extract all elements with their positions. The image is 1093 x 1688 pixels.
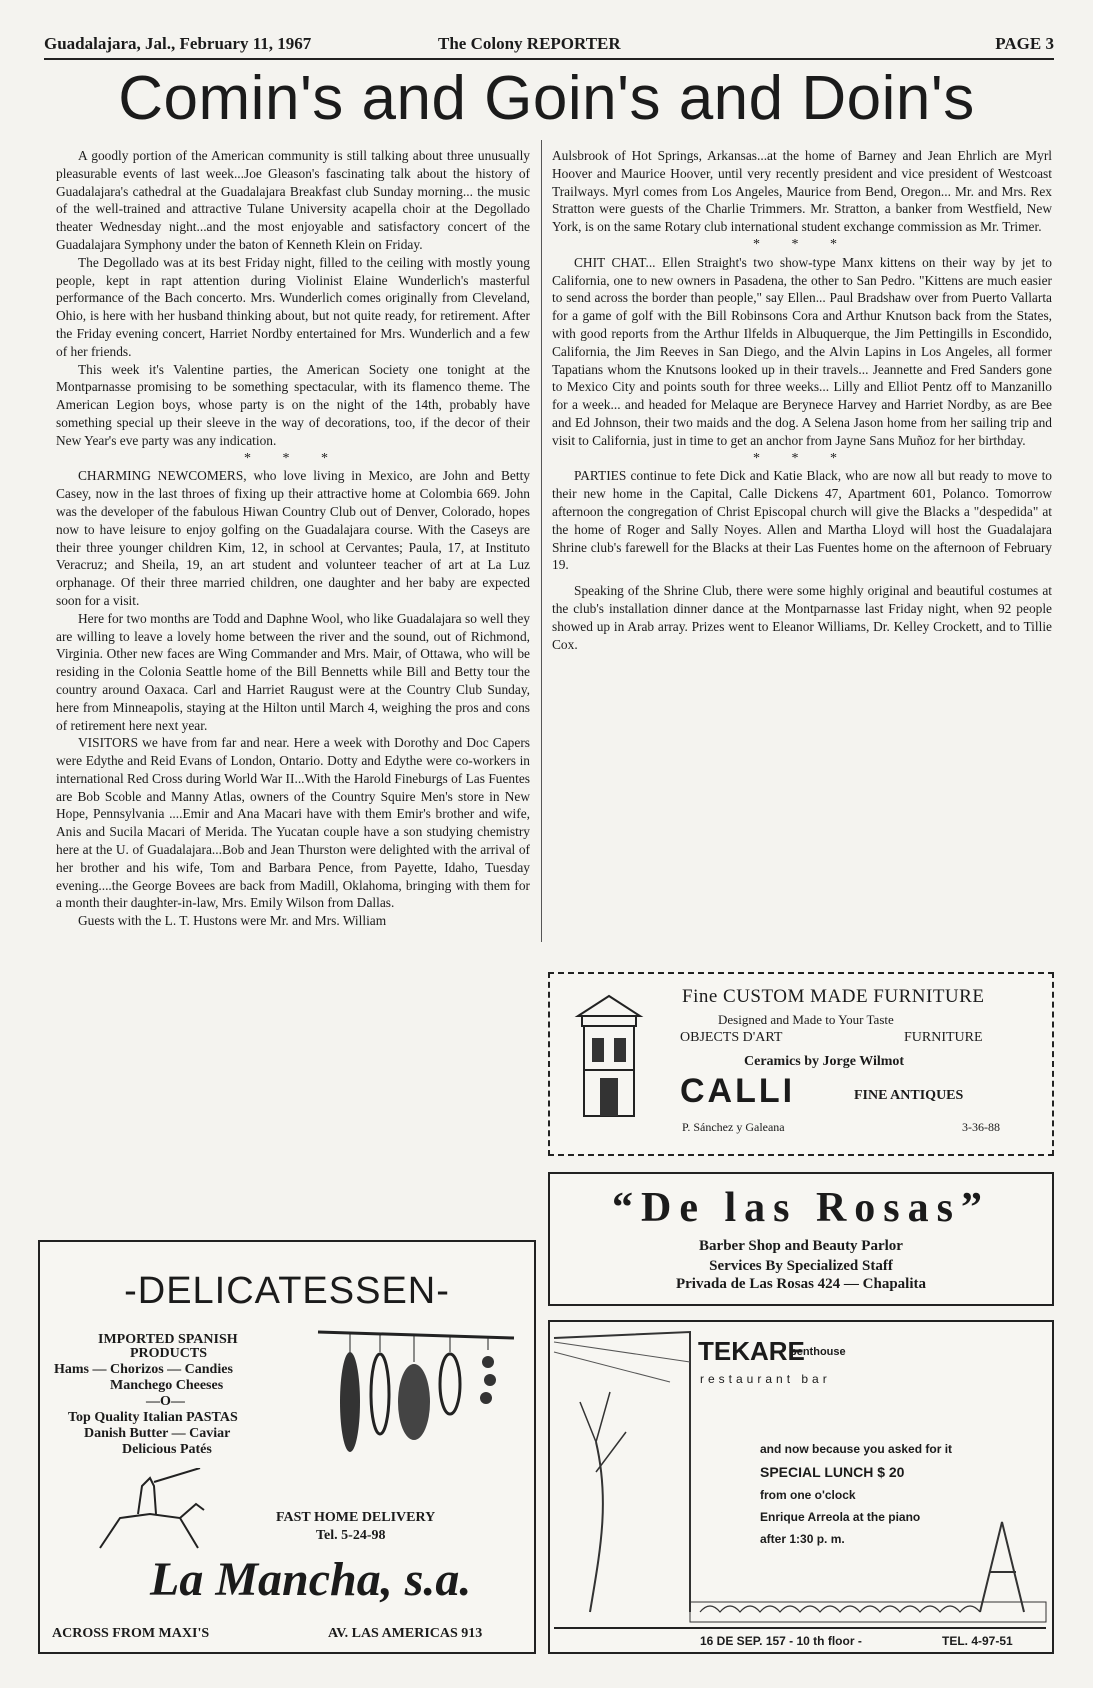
calli-fine-antiques: FINE ANTIQUES bbox=[854, 1088, 964, 1103]
paragraph: VISITORS we have from far and near. Here a week with Dorothy and Doc Capers were Edythe and Reid Evans of London, Ontario. Dotty and Edythe were co-workers in international Red Cross during World War II...With the Harold Fineburgs of Las Fuentes are Bob Scoble and Manny Atlas, owners of the Country Squire Men's store in New Hope, Pennsylvania ....Emir and Ana Macari have with them Emir's brother and wife, Anis and Sucila Macari of Merida. The Yucatan couple have a son studying chemistry here at the U. of Guadalajara...Bob and Jean Thurston were delighted with the arrival of her brother and his wife, Tom and Barbara Pence, from Payette, Idaho, Tuesday evening....the George Bovees are back from Madill, Oklahoma, bringing with them for a month their daughter-in-law, Mrs. Emily Wilson from Dallas. bbox=[56, 735, 530, 911]
deli-line1: IMPORTED SPANISH bbox=[98, 1332, 238, 1347]
deli-line3: Hams — Chorizos — Candies bbox=[54, 1362, 233, 1377]
rosas-line2: Services By Specialized Staff bbox=[709, 1258, 893, 1274]
headline: Comin's and Goin's and Doin's bbox=[118, 64, 975, 133]
dateline: Guadalajara, Jal., February 11, 1967 bbox=[44, 34, 312, 53]
paragraph: Guests with the L. T. Hustons were Mr. and Mrs. William bbox=[78, 913, 387, 929]
calli-ceramics: Ceramics by Jorge Wilmot bbox=[744, 1054, 905, 1069]
calli-phone: 3-36-88 bbox=[962, 1120, 1000, 1134]
hanging-sausages-illustration bbox=[310, 1322, 520, 1472]
paragraph: Speaking of the Shrine Club, there were some highly original and beautiful costumes at the club's installation dinner dance at the Montparnasse last Friday night, when 92 people showed up in Arab array. Prizes went to Eleanor Williams, Dr. Kelley Crockett, and to Tillie Cox. bbox=[552, 583, 1052, 652]
paragraph: A goodly portion of the American community is still talking about three unusually pleasurable events of last week...Joe Gleason's fascinating talk about the history of Guadalajara's cathedral at the Guadalajara Breakfast club Sunday morning... the music of the well-trained and attractive Tulane University acapella choir at the Degollado theater Wednesday night...and the most enjoyable and satisfactory concert of the Guadalajara Symphony under the baton of Kenneth Klein on Friday. bbox=[56, 148, 530, 252]
building-illustration bbox=[572, 994, 646, 1120]
paragraph: Aulsbrook of Hot Springs, Arkansas...at the home of Barney and Jean Ehrlich are Myrl Hoover and Maurice Hoover, until very recently president and vice president of Westcoast Trailways. Myrl comes from Los Angeles, Maurice from Bend, Oregon... Mr. and Mrs. Rex Stratton were guests of the Charlie Trimmers. Mr. Stratton, a banker from Westfield, New York, is on the same Rotary club international student exchange commission as Mr. Trimer. bbox=[552, 148, 1052, 235]
deli-right-footer: AV. LAS AMERICAS 913 bbox=[328, 1626, 483, 1641]
deli-delivery: FAST HOME DELIVERY bbox=[276, 1510, 436, 1525]
tekare-footer: 16 DE SEP. 157 - 10 th floor - bbox=[700, 1634, 862, 1648]
calli-address: P. Sánchez y Galeana bbox=[682, 1120, 785, 1134]
don-quixote-illustration bbox=[80, 1468, 220, 1558]
paragraph: PARTIES continue to fete Dick and Katie Black, who are now all but ready to move to their new home in the Capital, Calle Dickens 47, Apartment 601, Polanco. Tomorrow afternoon the congregation of Christ Episcopal church will give the Blacks a "despedida" at the home of Roger and Sally Noyes. Allen and Martha Lloyd will host the Guadalajara Shrine club's farewell for the Blacks at their Las Fuentes home on the afternoon of February 19. bbox=[552, 468, 1052, 573]
deli-line7: Danish Butter — Caviar bbox=[84, 1426, 231, 1441]
paragraph: This week it's Valentine parties, the American Society one tonight at the Montparnasse promising to be something spectacular, with its flamenco theme. The American Legion boys, whose party is on the night of the 14th, probably have something special up their sleeve in the way of decorations, too, if the decor of their New Year's eve party was any indication. bbox=[56, 361, 530, 448]
paper-name: The Colony REPORTER bbox=[438, 34, 621, 53]
tekare-penthouse: penthouse bbox=[790, 1346, 846, 1358]
tekare-line5: after 1:30 p. m. bbox=[760, 1532, 845, 1546]
de-las-rosas-ad bbox=[548, 1172, 1054, 1306]
deli-left-footer: ACROSS FROM MAXI'S bbox=[52, 1626, 210, 1641]
tekare-sub: restaurant bar bbox=[700, 1372, 831, 1386]
section-separator: * * * bbox=[753, 450, 851, 466]
paragraph: The Degollado was at its best Friday night, filled to the ceiling with mostly young people, kept in rapt attention during Violinist Elaine Wunderlich's masterful performance of the Bach concerto. Mrs. Wunderlich comes originally from Cleveland, Ohio, is here with her husband thinking about, but not quite ready, for retirement. After the Friday evening concert, Harriet Nordby entertained for Mrs. Wunderlich and a few of her friends. bbox=[56, 254, 530, 359]
left-column bbox=[56, 147, 530, 930]
tekare-line2: SPECIAL LUNCH $ 20 bbox=[760, 1464, 905, 1480]
tekare-tel: TEL. 4-97-51 bbox=[942, 1634, 1013, 1648]
paragraph: Here for two months are Todd and Daphne Wool, who like Guadalajara so well they are willing to leave a lovely home between the river and the sound, out of Richmond, Virginia. Other new faces are Wing Commander and Mrs. Mair, of Ottawa, who will be residing in the Colonia Seattle home of the Bill Bennetts while Bill and Betty tour the country around Oaxaca. Carl and Harriet Raugust were at the Country Club Sunday, here from Minneapolis, staying at the Hilton until March 4, weighing the pros and cons of retirement here next year. bbox=[56, 610, 530, 733]
rosas-line1: Barber Shop and Beauty Parlor bbox=[699, 1238, 903, 1254]
calli-furniture: FURNITURE bbox=[904, 1030, 983, 1045]
calli-line1: Fine CUSTOM MADE FURNITURE bbox=[682, 986, 985, 1007]
deli-line8: Delicious Patés bbox=[122, 1442, 212, 1457]
calli-name: CALLI bbox=[680, 1072, 796, 1110]
paragraph: CHIT CHAT... Ellen Straight's two show-type Manx kittens on their way by jet to California, one to new owners in Pasadena, the other to San Pedro. "Kittens are much easier to send across the border than people," say Ellen... Paul Bradshaw over from Puerto Vallarta for a game of golf with the Bill Robinsons Cora and Arthur Knutson back from the States, with good reports from the Arthur Ilfelds in Albuquerque, the Jim Pettingills in Escondido, California, the Jim Reeves in San Diego, and the Alvin Lapins in Los Angeles, all former Tapatians whom the Knutsons looked up in their travels... Jeannette and Fred Sanders gone to Mexico City and points south for three weeks... Lilly and Elliot Pentz off to Manzanillo for a week... and headed for Melaque are Berynece Harvey and Harriet Nordby, as are Bee and Ed Johnson, their two maids and the dog. A Selena Jason home from her sailing trip and visit to California, just in time to get an anchor from Jayne Sans Muñoz for her birthday. bbox=[552, 254, 1052, 448]
delicatessen-ad bbox=[38, 1240, 536, 1654]
calli-line2: Designed and Made to Your Taste bbox=[718, 1012, 894, 1027]
rosas-line3: Privada de Las Rosas 424 — Chapalita bbox=[675, 1276, 927, 1292]
right-column bbox=[552, 147, 1052, 653]
tekare-line4: Enrique Arreola at the piano bbox=[760, 1510, 921, 1524]
rosas-name: “De las Rosas” bbox=[611, 1185, 990, 1231]
deli-line6: Top Quality Italian PASTAS bbox=[68, 1410, 238, 1425]
tekare-name: TEKARE bbox=[698, 1336, 805, 1366]
column-divider bbox=[541, 140, 542, 942]
la-mancha-logo: La Mancha, s.a. bbox=[150, 1553, 472, 1606]
calli-objects: OBJECTS D'ART bbox=[680, 1030, 783, 1045]
tekare-ad bbox=[548, 1320, 1054, 1654]
deli-line4: Manchego Cheeses bbox=[110, 1378, 224, 1393]
page-number: PAGE 3 bbox=[995, 34, 1054, 53]
section-separator: * * * bbox=[753, 236, 851, 252]
deli-title: -DELICATESSEN- bbox=[124, 1270, 450, 1312]
section-separator: * * * bbox=[244, 450, 342, 466]
paragraph: CHARMING NEWCOMERS, who love living in Mexico, are John and Betty Casey, now in the last throes of fixing up their attractive home at Colombia 669. John was the developer of the fabulous Hiwan Country Club out of Denver, Colorado, hopes now to have leisure to enjoy golfing on the Guadalajara course. With the Caseys are their three younger children Kim, 12, in school at Cervantes; Paula, 17, at Instituto Veracruz; and Sheila, 19, an art student and volunteer teacher of art at La Luz orphanage. Of their three married children, one daughter and her baby are expected soon for a visit. bbox=[56, 468, 530, 608]
deli-line2: PRODUCTS bbox=[130, 1346, 208, 1361]
calli-ad bbox=[548, 972, 1054, 1156]
deli-tel: Tel. 5-24-98 bbox=[316, 1528, 386, 1543]
tekare-line1: and now because you asked for it bbox=[760, 1442, 953, 1456]
deli-line5: —O— bbox=[146, 1394, 185, 1409]
tekare-line3: from one o'clock bbox=[760, 1488, 856, 1502]
masthead bbox=[44, 34, 1054, 60]
